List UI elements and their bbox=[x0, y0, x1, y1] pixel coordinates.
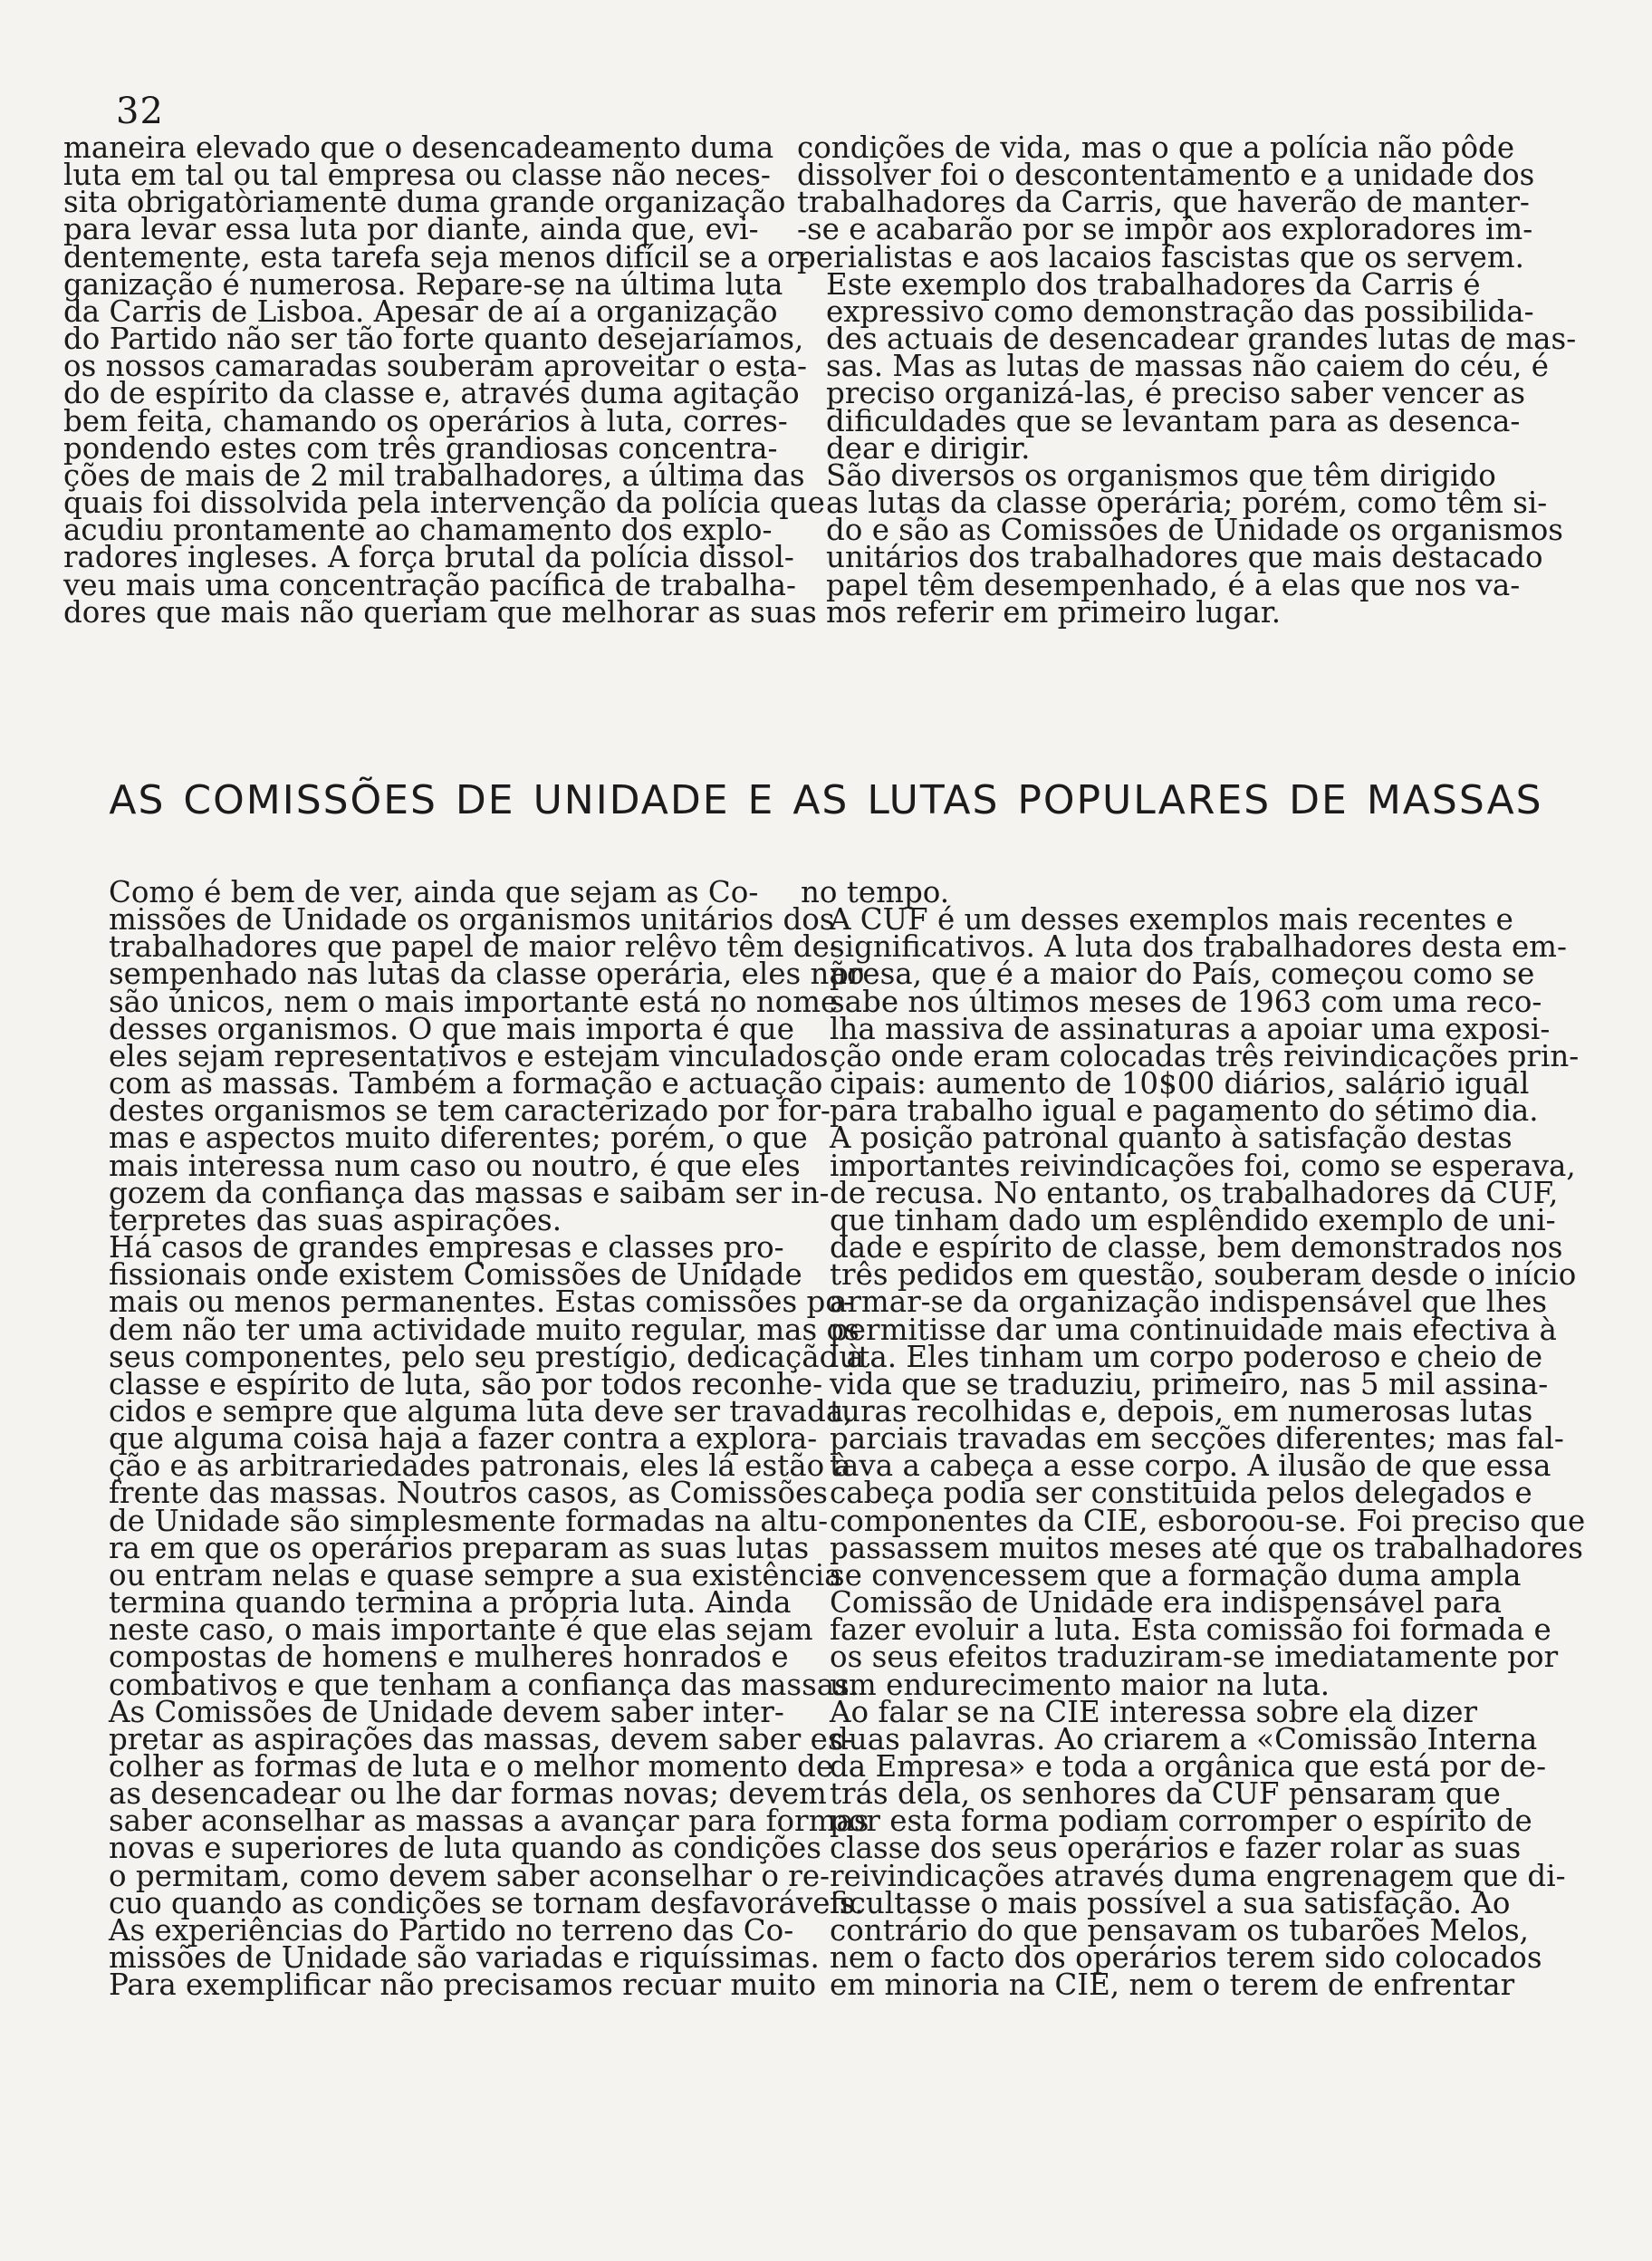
text-line: passassem muitos meses até que os trabalhadores bbox=[830, 1530, 1583, 1565]
text-line: sabe nos últimos meses de 1963 com uma reco- bbox=[830, 984, 1542, 1019]
text-line: mas e aspectos muito diferentes; porém, o que bbox=[109, 1121, 808, 1156]
text-line: que alguma coisa haja a fazer contra a explora- bbox=[109, 1421, 818, 1457]
paragraph bbox=[797, 457, 1563, 630]
text-line: classe e espírito de luta, são por todos reconhe- bbox=[109, 1366, 823, 1401]
text-line: sas. Mas as lutas de massas não caiem do céu, é bbox=[826, 349, 1550, 384]
text-line: no tempo. bbox=[801, 875, 950, 909]
text-line: ção e as arbitrariedades patronais, eles lá estão à bbox=[109, 1448, 851, 1484]
text-line: pretar as aspirações das massas, devem saber es- bbox=[109, 1721, 853, 1756]
text-line: bem feita, chamando os operários à luta, corres- bbox=[63, 403, 788, 438]
text-line: o permitam, como devem saber aconselhar o re- bbox=[109, 1858, 831, 1893]
text-line: novas e superiores de luta quando as condições bbox=[109, 1831, 821, 1866]
text-line: luta em tal ou tal empresa ou classe não neces- bbox=[63, 158, 771, 193]
text-line: combativos e que tenham a confiança das massas. bbox=[109, 1667, 860, 1702]
paragraph bbox=[797, 130, 1535, 274]
text-line: três pedidos em questão, souberam desde o início bbox=[830, 1257, 1577, 1293]
text-line: fazer evoluir a luta. Esta comissão foi formada e bbox=[830, 1612, 1551, 1648]
text-line: presa, que é a maior do País, começou como se bbox=[830, 957, 1535, 992]
text-line: eles sejam representativos e estejam vinculados bbox=[109, 1038, 829, 1073]
text-line: componentes da CIE, esboroou-se. Foi preciso que bbox=[830, 1503, 1586, 1538]
paragraph bbox=[63, 130, 825, 630]
text-line: mos referir em primeiro lugar. bbox=[826, 594, 1282, 630]
text-line: fissionais onde existem Comissões de Unidade bbox=[109, 1257, 802, 1293]
text-line: dissolver foi o descontentamento e a unidade dos bbox=[797, 158, 1535, 193]
text-line: cipais: aumento de 10$00 diários, salário igual bbox=[830, 1066, 1530, 1102]
text-line: quais foi dissolvida pela intervenção da polícia que bbox=[63, 486, 825, 521]
text-line: do Partido não ser tão forte quanto desejaríamos, bbox=[63, 322, 804, 357]
text-line: com as massas. Também a formação e actuação bbox=[109, 1066, 823, 1102]
paragraph bbox=[797, 266, 1577, 466]
text-line: dificuldades que se levantam para as desenca- bbox=[826, 403, 1521, 438]
text-line: importantes reivindicações foi, como se esperava, bbox=[830, 1148, 1576, 1183]
text-line: tava a cabeça a esse corpo. A ilusão de que essa bbox=[830, 1448, 1551, 1484]
text-line: as lutas da classe operária; porém, como têm si- bbox=[826, 486, 1548, 521]
text-line: ra em que os operários preparam as suas lutas bbox=[109, 1530, 810, 1565]
text-line: sita obrigatòriamente duma grande organização bbox=[63, 185, 786, 220]
text-line: em minoria na CIE, nem o terem de enfrentar bbox=[830, 1968, 1515, 2003]
text-line: as desencadear ou lhe dar formas novas; devem bbox=[109, 1776, 827, 1812]
text-line: trás dela, os senhores da CUF pensaram que bbox=[830, 1776, 1501, 1812]
text-line: vida que se traduziu, primeiro, nas 5 mil assina- bbox=[830, 1366, 1549, 1401]
text-line: nem o facto dos operários terem sido colocados bbox=[830, 1940, 1542, 1976]
text-line: significativos. A luta dos trabalhadores desta em- bbox=[830, 929, 1567, 965]
text-line: ção onde eram colocadas três reivindicações prin- bbox=[830, 1038, 1580, 1073]
text-line: preciso organizá-las, é preciso saber vencer as bbox=[826, 376, 1526, 411]
text-line: de recusa. No entanto, os trabalhadores da CUF, bbox=[830, 1175, 1559, 1210]
paragraph bbox=[80, 1230, 864, 1702]
text-line: Há casos de grandes empresas e classes pro- bbox=[109, 1230, 784, 1265]
text-line: para trabalho igual e pagamento do sétimo dia. bbox=[830, 1093, 1539, 1129]
text-line: neste caso, o mais importante é que elas sejam bbox=[109, 1612, 813, 1648]
text-line: ções de mais de 2 mil trabalhadores, a última das bbox=[63, 457, 805, 493]
text-line: seus componentes, pelo seu prestígio, dedicação à bbox=[109, 1339, 864, 1374]
paragraph bbox=[80, 1912, 820, 2003]
text-line: acudiu prontamente ao chamamento dos explo- bbox=[63, 513, 773, 548]
text-line: perialistas e aos lacaios fascistas que os servem. bbox=[797, 239, 1524, 274]
page-number: 32 bbox=[116, 91, 164, 132]
text-line: do e são as Comissões de Unidade os organismos bbox=[826, 513, 1563, 548]
text-line: por esta forma podiam corromper o espírito de bbox=[830, 1804, 1532, 1839]
text-column-top-left bbox=[63, 130, 825, 630]
text-line: A CUF é um desses exemplos mais recentes e bbox=[830, 902, 1513, 938]
text-line: lha massiva de assinaturas a apoiar uma exposi- bbox=[830, 1011, 1551, 1046]
text-line: trabalhadores da Carris, que haverão de manter- bbox=[797, 185, 1530, 220]
text-line: maneira elevado que o desencadeamento duma bbox=[63, 130, 774, 165]
text-line: termina quando termina a própria luta. Ainda bbox=[109, 1585, 792, 1621]
text-line: As experiências do Partido no terreno das Co- bbox=[109, 1912, 794, 1948]
text-line: Para exemplificar não precisamos recuar muito bbox=[109, 1968, 817, 2003]
text-line: do de espírito da classe e, através duma agitação bbox=[63, 376, 800, 411]
text-column-top-right bbox=[797, 130, 1577, 630]
paragraph bbox=[801, 1121, 1586, 1702]
text-line: contrário do que pensavam os tubarões Melos, bbox=[830, 1912, 1529, 1948]
text-line: cidos e sempre que alguma luta deve ser travada, bbox=[109, 1393, 853, 1429]
text-line: desses organismos. O que mais importa é que bbox=[109, 1011, 794, 1046]
text-line: são únicos, nem o mais importante está no nome bbox=[109, 984, 839, 1019]
text-line: gozem da confiança das massas e saibam ser in- bbox=[109, 1175, 830, 1210]
text-line: des actuais de desencadear grandes lutas de mas- bbox=[826, 322, 1577, 357]
text-line: dentemente, esta tarefa seja menos difícil se a or- bbox=[63, 239, 810, 274]
text-line: pondendo estes com três grandiosas concentra- bbox=[63, 430, 778, 466]
text-line: reivindicações através duma engrenagem que di- bbox=[830, 1858, 1566, 1893]
text-line: Comissão de Unidade era indispensável para bbox=[830, 1585, 1503, 1621]
text-line: que tinham dado um esplêndido exemplo de uni- bbox=[830, 1202, 1556, 1237]
text-line: dem não ter uma actividade muito regular, mas os bbox=[109, 1312, 860, 1347]
text-line: dade e espírito de classe, bem demonstrados nos bbox=[830, 1230, 1563, 1265]
text-line: colher as formas de luta e o melhor momento de bbox=[109, 1749, 834, 1784]
text-line: duas palavras. Ao criarem a «Comissão Interna bbox=[830, 1721, 1538, 1756]
text-line: cuo quando as condições se tornam desfavoráveis. bbox=[109, 1885, 864, 1920]
text-line: veu mais uma concentração pacífica de trabalha- bbox=[63, 567, 796, 602]
text-line: da Empresa» e toda a orgânica que está por de- bbox=[830, 1749, 1547, 1784]
text-line: para levar essa luta por diante, ainda que, evi- bbox=[63, 212, 759, 247]
text-line: missões de Unidade os organismos unitários dos bbox=[109, 902, 835, 938]
text-line: de Unidade são simplesmente formadas na altu- bbox=[109, 1503, 829, 1538]
text-line: Este exemplo dos trabalhadores da Carris é bbox=[826, 266, 1481, 302]
text-line: trabalhadores que papel de maior relêvo têm de- bbox=[109, 929, 840, 965]
text-line: turas recolhidas e, depois, em numerosas lutas bbox=[830, 1393, 1533, 1429]
text-line: luta. Eles tinham um corpo poderoso e cheio de bbox=[830, 1339, 1543, 1374]
text-line: -se e acabarão por se impôr aos exploradores im- bbox=[797, 212, 1533, 247]
text-line: São diversos os organismos que têm dirigido bbox=[826, 457, 1496, 493]
text-line: ficultasse o mais possível a sua satisfação. Ao bbox=[830, 1885, 1511, 1920]
text-line: da Carris de Lisboa. Apesar de aí a organização bbox=[63, 293, 778, 329]
text-line: Ao falar se na CIE interessa sobre ela dizer bbox=[830, 1694, 1478, 1729]
text-line: compostas de homens e mulheres honrados e bbox=[109, 1640, 789, 1675]
text-line: missões de Unidade são variadas e riquíssimas. bbox=[109, 1940, 820, 1976]
text-line: sempenhado nas lutas da classe operária, eles não bbox=[109, 957, 865, 992]
text-line: papel têm desempenhado, é a elas que nos va- bbox=[826, 567, 1521, 602]
text-line: As Comissões de Unidade devem saber inter- bbox=[109, 1694, 784, 1729]
text-column-bottom-right bbox=[801, 875, 1586, 2003]
text-line: um endurecimento maior na luta. bbox=[830, 1667, 1330, 1702]
text-line: destes organismos se tem caracterizado por for- bbox=[109, 1093, 831, 1129]
text-line: frente das massas. Noutros casos, as Comissões bbox=[109, 1476, 828, 1511]
text-line: ganização é numerosa. Repare-se na última luta bbox=[63, 266, 783, 302]
text-line: mais interessa num caso ou noutro, é que eles bbox=[109, 1148, 801, 1183]
text-line: A posição patronal quanto à satisfação destas bbox=[830, 1121, 1513, 1156]
text-line: condições de vida, mas o que a polícia não pôde bbox=[797, 130, 1515, 165]
paragraph bbox=[80, 875, 865, 1237]
text-line: Como é bem de ver, ainda que sejam as Co- bbox=[109, 875, 759, 909]
text-line: terpretes das suas aspirações. bbox=[109, 1202, 562, 1237]
text-line: saber aconselhar as massas a avançar para formas bbox=[109, 1804, 869, 1839]
text-line: os nossos camaradas souberam aproveitar o esta- bbox=[63, 349, 807, 384]
paragraph bbox=[80, 1694, 869, 1920]
text-line: classe dos seus operários e fazer rolar as suas bbox=[830, 1831, 1522, 1866]
text-line: cabeça podia ser constituida pelos delegados e bbox=[830, 1476, 1532, 1511]
text-line: unitários dos trabalhadores que mais destacado bbox=[826, 540, 1543, 575]
paragraph bbox=[801, 1694, 1566, 2003]
text-line: permitisse dar uma continuidade mais efectiva à bbox=[830, 1312, 1557, 1347]
section-heading: AS COMISSÕES DE UNIDADE E AS LUTAS POPULARES DE MASSAS bbox=[109, 777, 1543, 823]
text-line: os seus efeitos traduziram-se imediatamente por bbox=[830, 1640, 1559, 1675]
text-line: armar-se da organização indispensável que lhes bbox=[830, 1284, 1548, 1320]
text-line: parciais travadas em secções diferentes; mas fal- bbox=[830, 1421, 1564, 1457]
text-line: se convencessem que a formação duma ampla bbox=[830, 1557, 1522, 1592]
text-line: ou entram nelas e quase sempre a sua existência bbox=[109, 1557, 842, 1592]
text-line: dear e dirigir. bbox=[826, 430, 1031, 466]
text-line: mais ou menos permanentes. Estas comissões po- bbox=[109, 1284, 853, 1320]
paragraph bbox=[801, 902, 1580, 1129]
text-line: expressivo como demonstração das possibilida- bbox=[826, 293, 1534, 329]
text-column-bottom-left bbox=[80, 875, 869, 2003]
text-line: dores que mais não queriam que melhorar as suas bbox=[63, 594, 817, 630]
text-line: radores ingleses. A força brutal da polícia dissol- bbox=[63, 540, 794, 575]
